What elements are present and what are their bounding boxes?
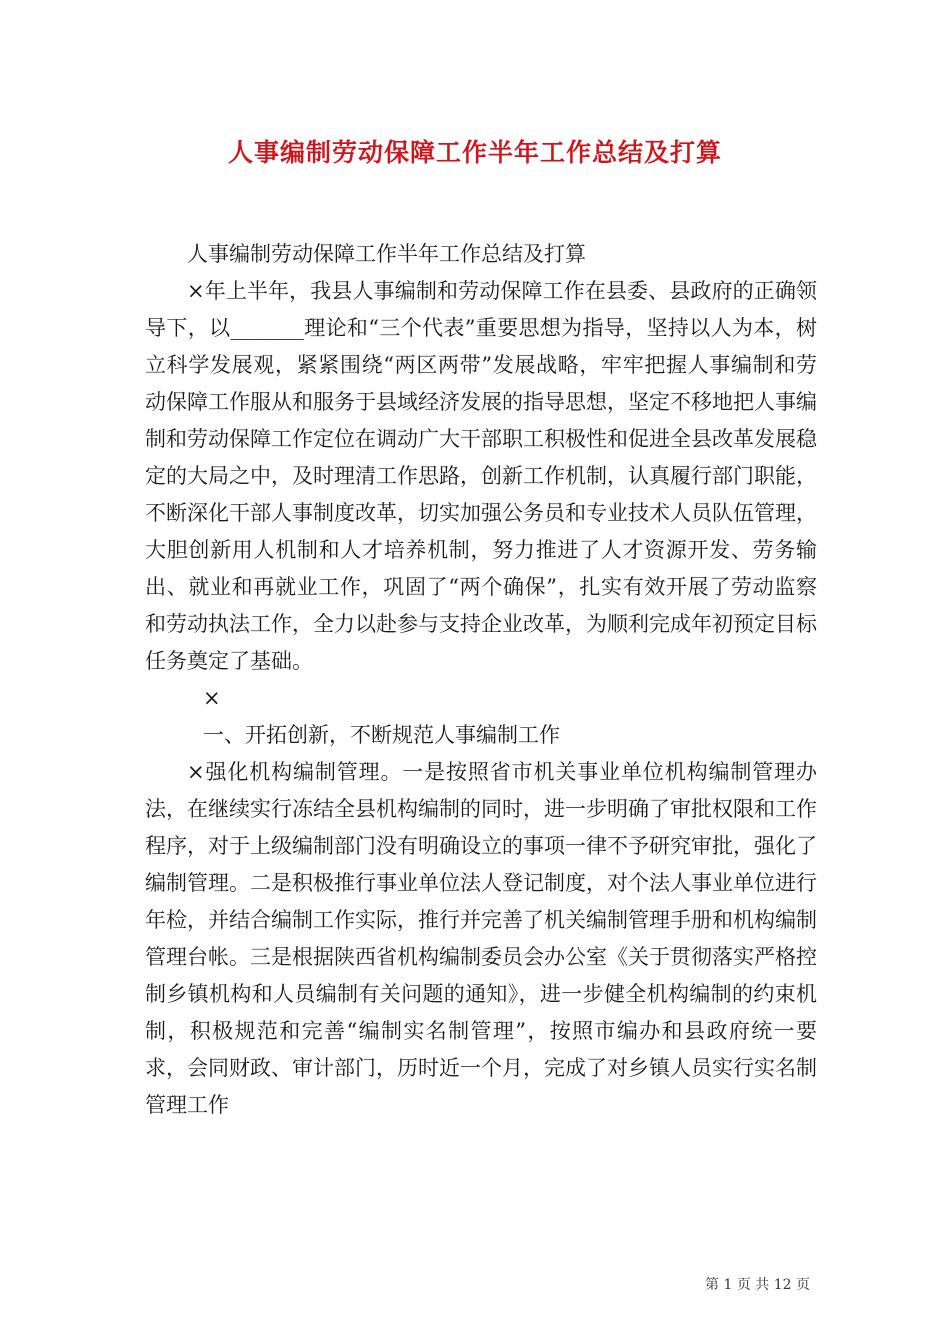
document-body [145, 236, 817, 1124]
page-number: 第 1 页 共 12 页 [705, 1277, 810, 1293]
section-paragraph: ×强化机构编制管理。一是按照省市机关事业单位机构编制管理办法，在继续实行冻结全县机构编制的同时，进一步明确了审批权限和工作程序，对于上级编制部门没有明确设立的事项一律不予研究审批，强化了编制管理。二是积极推行事业单位法人登记制度，对个法人事业单位进行年检，并结合编制工作实际，推行并完善了机关编制管理手册和机构编制管理台帐。三是根据陕西省机构编制委员会办公室《关于贯彻落实严格控制乡镇机构和人员编制有关问题的通知》，进一步健全机构编制的约束机制，积极规范和完善“编制实名制管理”，按照市编办和县政府统一要求，会同财政、审计部门，历时近一个月，完成了对乡镇人员实行实名制管理工作 [145, 760, 817, 1117]
document-title: 人事编制劳动保障工作半年工作总结及打算 [227, 138, 722, 167]
section-mark: × [203, 686, 221, 710]
intro-paragraph: ×年上半年，我县人事编制和劳动保障工作在县委、县政府的正确领导下，以_______理论和“三个代表”重要思想为指导，坚持以人为本，树立科学发展观，紧紧围绕“两区两带”发展战略，牢牢把握人事编制和劳动保障工作服从和服务于县域经济发展的指导思想，坚定不移地把人事编制和劳动保障工作定位在调动广大干部职工积极性和促进全县改革发展稳定的大局之中，及时理清工作思路，创新工作机制，认真履行部门职能，不断深化干部人事制度改革，切实加强公务员和专业技术人员队伍管理，大胆创新用人机制和人才培养机制，努力推进了人才资源开发、劳务输出、就业和再就业工作，巩固了“两个确保”，扎实有效开展了劳动监察和劳动执法工作，全力以赴参与支持企业改革，为顺利完成年初预定目标任务奠定了基础。 [145, 279, 817, 673]
section-heading: 一、开拓创新，不断规范人事编制工作 [203, 723, 560, 747]
document-subtitle: 人事编制劳动保障工作半年工作总结及打算 [187, 242, 586, 266]
